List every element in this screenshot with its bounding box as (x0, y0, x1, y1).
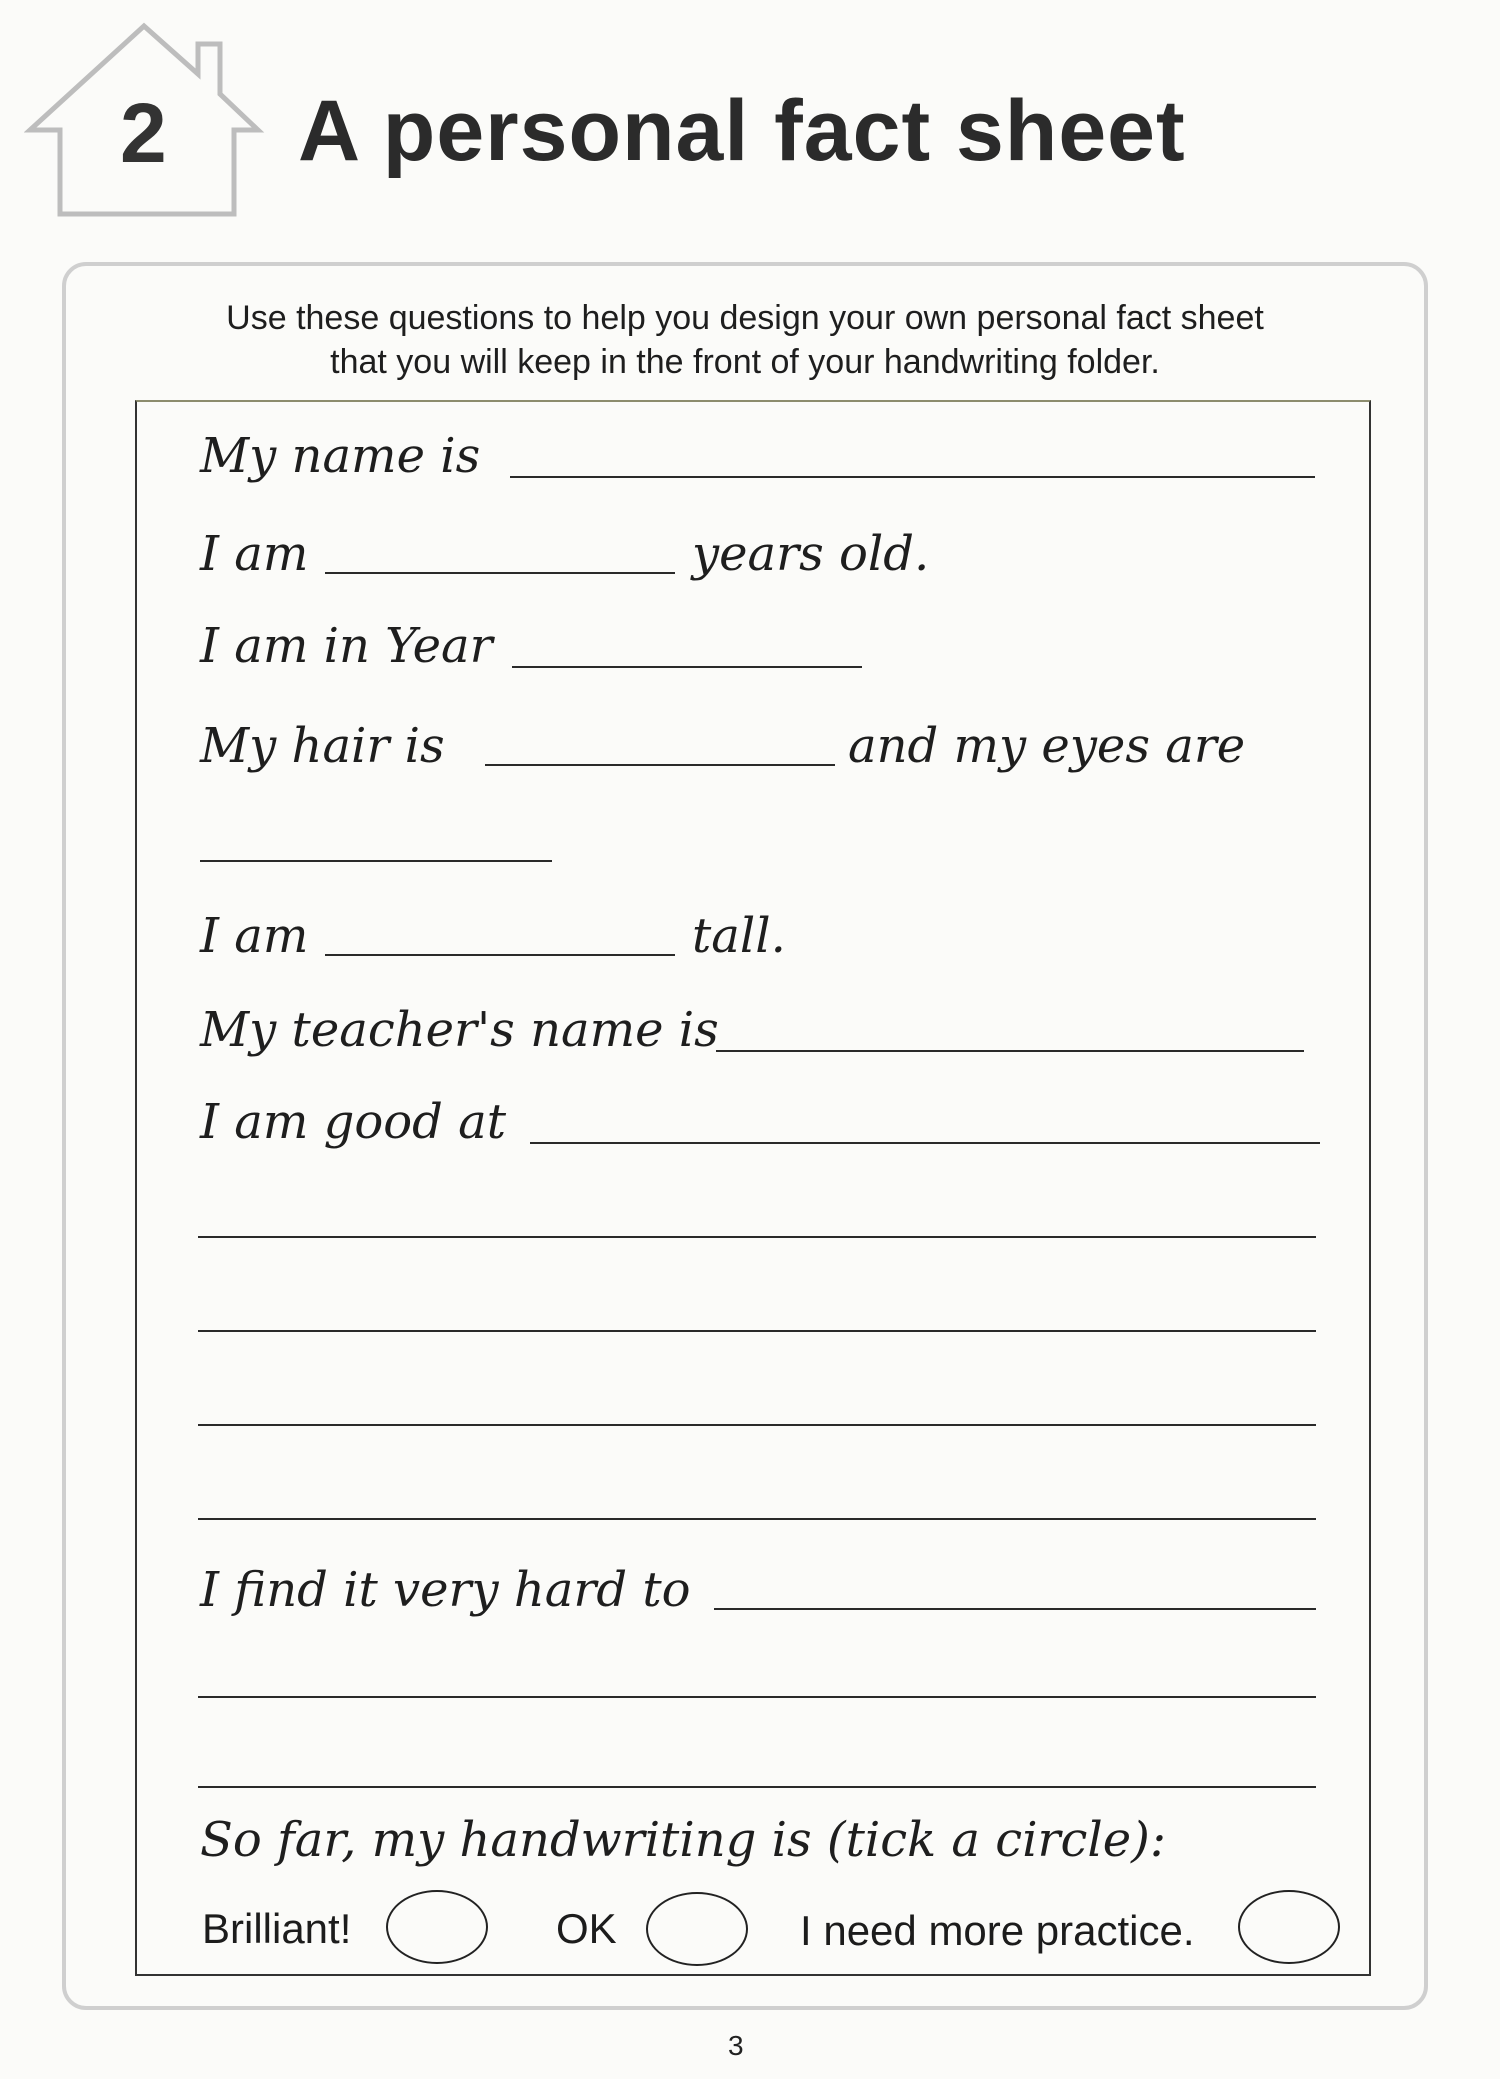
prompt-teacher: My teacher's name is (200, 1002, 719, 1058)
good-at-extra-line-3[interactable] (198, 1424, 1316, 1426)
prompt-height-end: tall. (692, 908, 786, 964)
page-title: A personal fact sheet (298, 83, 1186, 179)
prompt-age-end: years old. (692, 526, 930, 582)
teacher-answer-line[interactable] (716, 1050, 1304, 1052)
rating-ok-circle[interactable] (646, 1892, 748, 1966)
rating-brilliant-label: Brilliant! (202, 1905, 352, 1952)
prompt-rating: So far, my handwriting is (tick a circle): (200, 1812, 1167, 1868)
prompt-hair: My hair is (200, 718, 445, 774)
page-number: 3 (728, 2030, 744, 2061)
name-answer-line[interactable] (510, 476, 1315, 478)
instructions-line-1: Use these questions to help you design your own personal fact sheet (226, 299, 1264, 337)
good-at-extra-line-2[interactable] (198, 1330, 1316, 1332)
instructions-line-2: that you will keep in the front of your handwriting folder. (330, 343, 1160, 381)
rating-practice-label: I need more practice. (800, 1907, 1195, 1954)
rating-ok-label: OK (556, 1905, 617, 1952)
hard-answer-line[interactable] (714, 1608, 1316, 1610)
prompt-eyes: and my eyes are (848, 718, 1246, 774)
prompt-name: My name is (200, 428, 481, 484)
rating-practice-circle[interactable] (1238, 1890, 1340, 1964)
year-answer-line[interactable] (512, 666, 862, 668)
height-answer-line[interactable] (325, 954, 675, 956)
lesson-number: 2 (120, 86, 167, 180)
prompt-age-start: I am (200, 526, 309, 582)
age-answer-line[interactable] (325, 572, 675, 574)
prompt-good-at: I am good at (200, 1094, 507, 1150)
prompt-height-start: I am (200, 908, 309, 964)
eyes-answer-line[interactable] (200, 860, 552, 862)
good-at-extra-line-1[interactable] (198, 1236, 1316, 1238)
hair-answer-line[interactable] (485, 764, 835, 766)
prompt-year: I am in Year (200, 618, 493, 674)
rating-brilliant-circle[interactable] (386, 1890, 488, 1964)
hard-extra-line-2[interactable] (198, 1786, 1316, 1788)
prompt-hard: I find it very hard to (200, 1562, 691, 1618)
good-at-extra-line-4[interactable] (198, 1518, 1316, 1520)
good-at-answer-line[interactable] (530, 1142, 1320, 1144)
hard-extra-line-1[interactable] (198, 1696, 1316, 1698)
instructions (140, 296, 1350, 384)
